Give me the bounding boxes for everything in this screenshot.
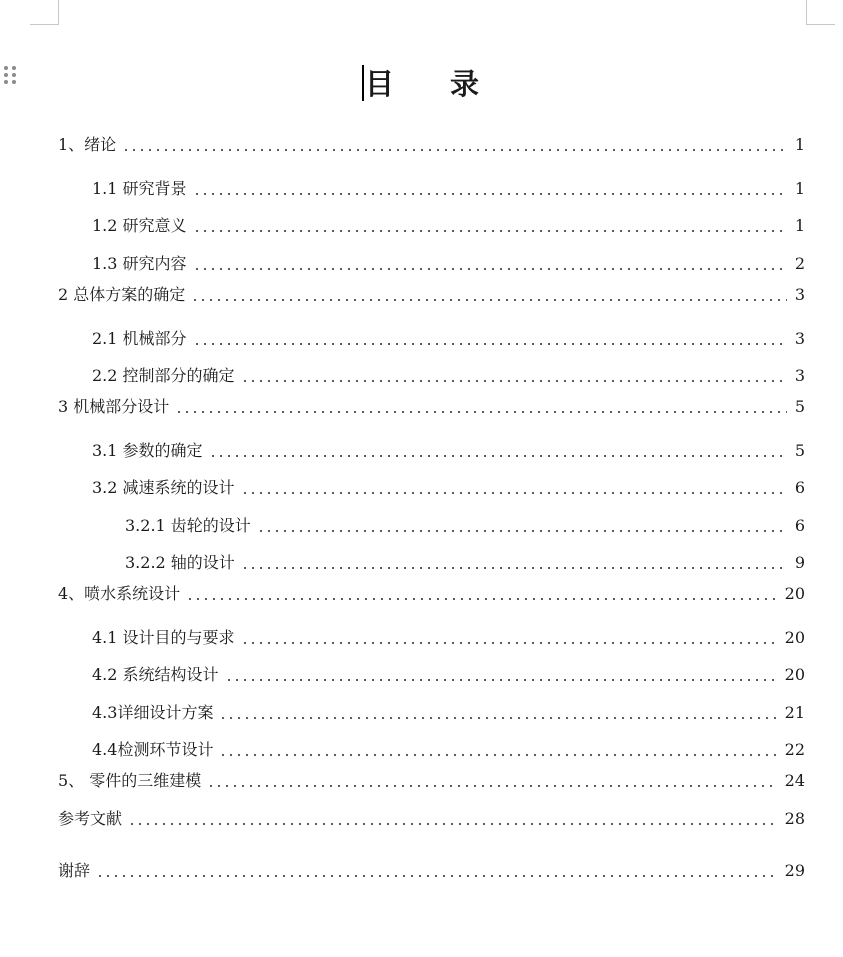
toc-dot-leader <box>207 785 776 787</box>
toc-entry-text: 参考文献 <box>58 809 123 828</box>
toc-dot-leader <box>193 230 787 232</box>
page-corner-mark-top-left <box>30 0 59 25</box>
toc-entry[interactable] <box>92 252 805 276</box>
toc-entry-page: 2 <box>794 254 805 273</box>
toc-dot-leader <box>219 717 776 719</box>
toc-entry-page: 9 <box>794 553 805 572</box>
toc-entry-page: 28 <box>784 809 805 828</box>
toc-entry[interactable] <box>92 476 805 500</box>
toc-entry[interactable] <box>58 769 805 793</box>
toc-entry[interactable] <box>58 807 805 831</box>
toc-entry-text: 4、喷水系统设计 <box>58 584 181 603</box>
toc-entry[interactable] <box>92 701 805 725</box>
toc-dot-leader <box>241 642 777 644</box>
toc-dot-leader <box>175 411 787 413</box>
toc-entry[interactable] <box>58 133 805 157</box>
toc-entry-text: 3.1 参数的确定 <box>92 441 203 460</box>
toc-entry-page: 21 <box>784 703 805 722</box>
toc-entry[interactable] <box>58 283 805 307</box>
toc-dot-leader <box>193 343 787 345</box>
toc-dot-leader <box>241 567 787 569</box>
toc-entry-text: 1.1 研究背景 <box>92 179 187 198</box>
toc-entry-text: 3.2 减速系统的设计 <box>92 478 235 497</box>
toc-entry[interactable] <box>92 177 805 201</box>
toc-entry-text: 5、 零件的三维建模 <box>58 771 202 790</box>
toc-dot-leader <box>257 530 787 532</box>
toc-entry-page: 1 <box>794 179 805 198</box>
toc-dot-leader <box>128 823 777 825</box>
toc-entry-page: 6 <box>794 478 805 497</box>
toc-entry-page: 29 <box>784 861 805 880</box>
toc-entry-text: 4.3详细设计方案 <box>92 703 214 722</box>
toc-entry[interactable] <box>92 327 805 351</box>
toc-entry-text: 1.3 研究内容 <box>92 254 187 273</box>
toc-entry-text: 1.2 研究意义 <box>92 216 187 235</box>
toc-entry-page: 3 <box>794 285 805 304</box>
toc-entry-page: 3 <box>794 329 805 348</box>
toc-entry[interactable] <box>125 551 805 575</box>
toc-entry-text: 4.2 系统结构设计 <box>92 665 219 684</box>
toc-entry-text: 3 机械部分设计 <box>58 397 170 416</box>
toc-dot-leader <box>209 455 787 457</box>
toc-dot-leader <box>225 679 777 681</box>
toc-entry-text: 谢辞 <box>58 861 91 880</box>
toc-entry[interactable] <box>125 514 805 538</box>
toc-dot-leader <box>122 149 787 151</box>
toc-entry-page: 20 <box>784 584 805 603</box>
toc-entry-page: 6 <box>794 516 805 535</box>
toc-dot-leader <box>193 268 787 270</box>
toc-entry[interactable] <box>92 439 805 463</box>
toc-entry-page: 3 <box>794 366 805 385</box>
toc-dot-leader <box>96 875 777 877</box>
toc-entry-text: 1、绪论 <box>58 135 117 154</box>
toc-entry[interactable] <box>92 626 805 650</box>
toc-entry[interactable] <box>58 582 805 606</box>
toc-dot-leader <box>193 193 787 195</box>
toc-entry-page: 22 <box>784 740 805 759</box>
toc-entry-page: 5 <box>794 397 805 416</box>
toc-entry[interactable] <box>92 364 805 388</box>
toc-entry-text: 4.4检测环节设计 <box>92 740 214 759</box>
toc-dot-leader <box>186 598 776 600</box>
toc-entry-text: 3.2.2 轴的设计 <box>125 553 235 572</box>
toc-entry-page: 5 <box>794 441 805 460</box>
toc-entry-page: 1 <box>794 135 805 154</box>
toc-entry-page: 20 <box>784 665 805 684</box>
toc-dot-leader <box>191 299 787 301</box>
toc-dot-leader <box>219 754 776 756</box>
toc-entry-text: 4.1 设计目的与要求 <box>92 628 235 647</box>
toc-entry-page: 24 <box>784 771 805 790</box>
toc-entry[interactable] <box>92 663 805 687</box>
toc-entry-text: 2.2 控制部分的确定 <box>92 366 235 385</box>
toc-entry-page: 20 <box>784 628 805 647</box>
toc-entry[interactable] <box>58 859 805 883</box>
toc-entry[interactable] <box>58 395 805 419</box>
text-cursor <box>362 65 364 101</box>
toc-entry-text: 3.2.1 齿轮的设计 <box>125 516 251 535</box>
toc-entry[interactable] <box>92 738 805 762</box>
toc-dot-leader <box>241 492 787 494</box>
toc-entry-text: 2.1 机械部分 <box>92 329 187 348</box>
toc-entry-page: 1 <box>794 216 805 235</box>
toc-dot-leader <box>241 380 787 382</box>
toc-title-char-2: 录 <box>450 67 482 101</box>
toc-entry[interactable] <box>92 214 805 238</box>
toc-title <box>0 62 843 106</box>
page-corner-mark-top-right <box>806 0 835 25</box>
toc-title-char-1: 目 <box>364 67 396 101</box>
toc-entry-text: 2 总体方案的确定 <box>58 285 186 304</box>
